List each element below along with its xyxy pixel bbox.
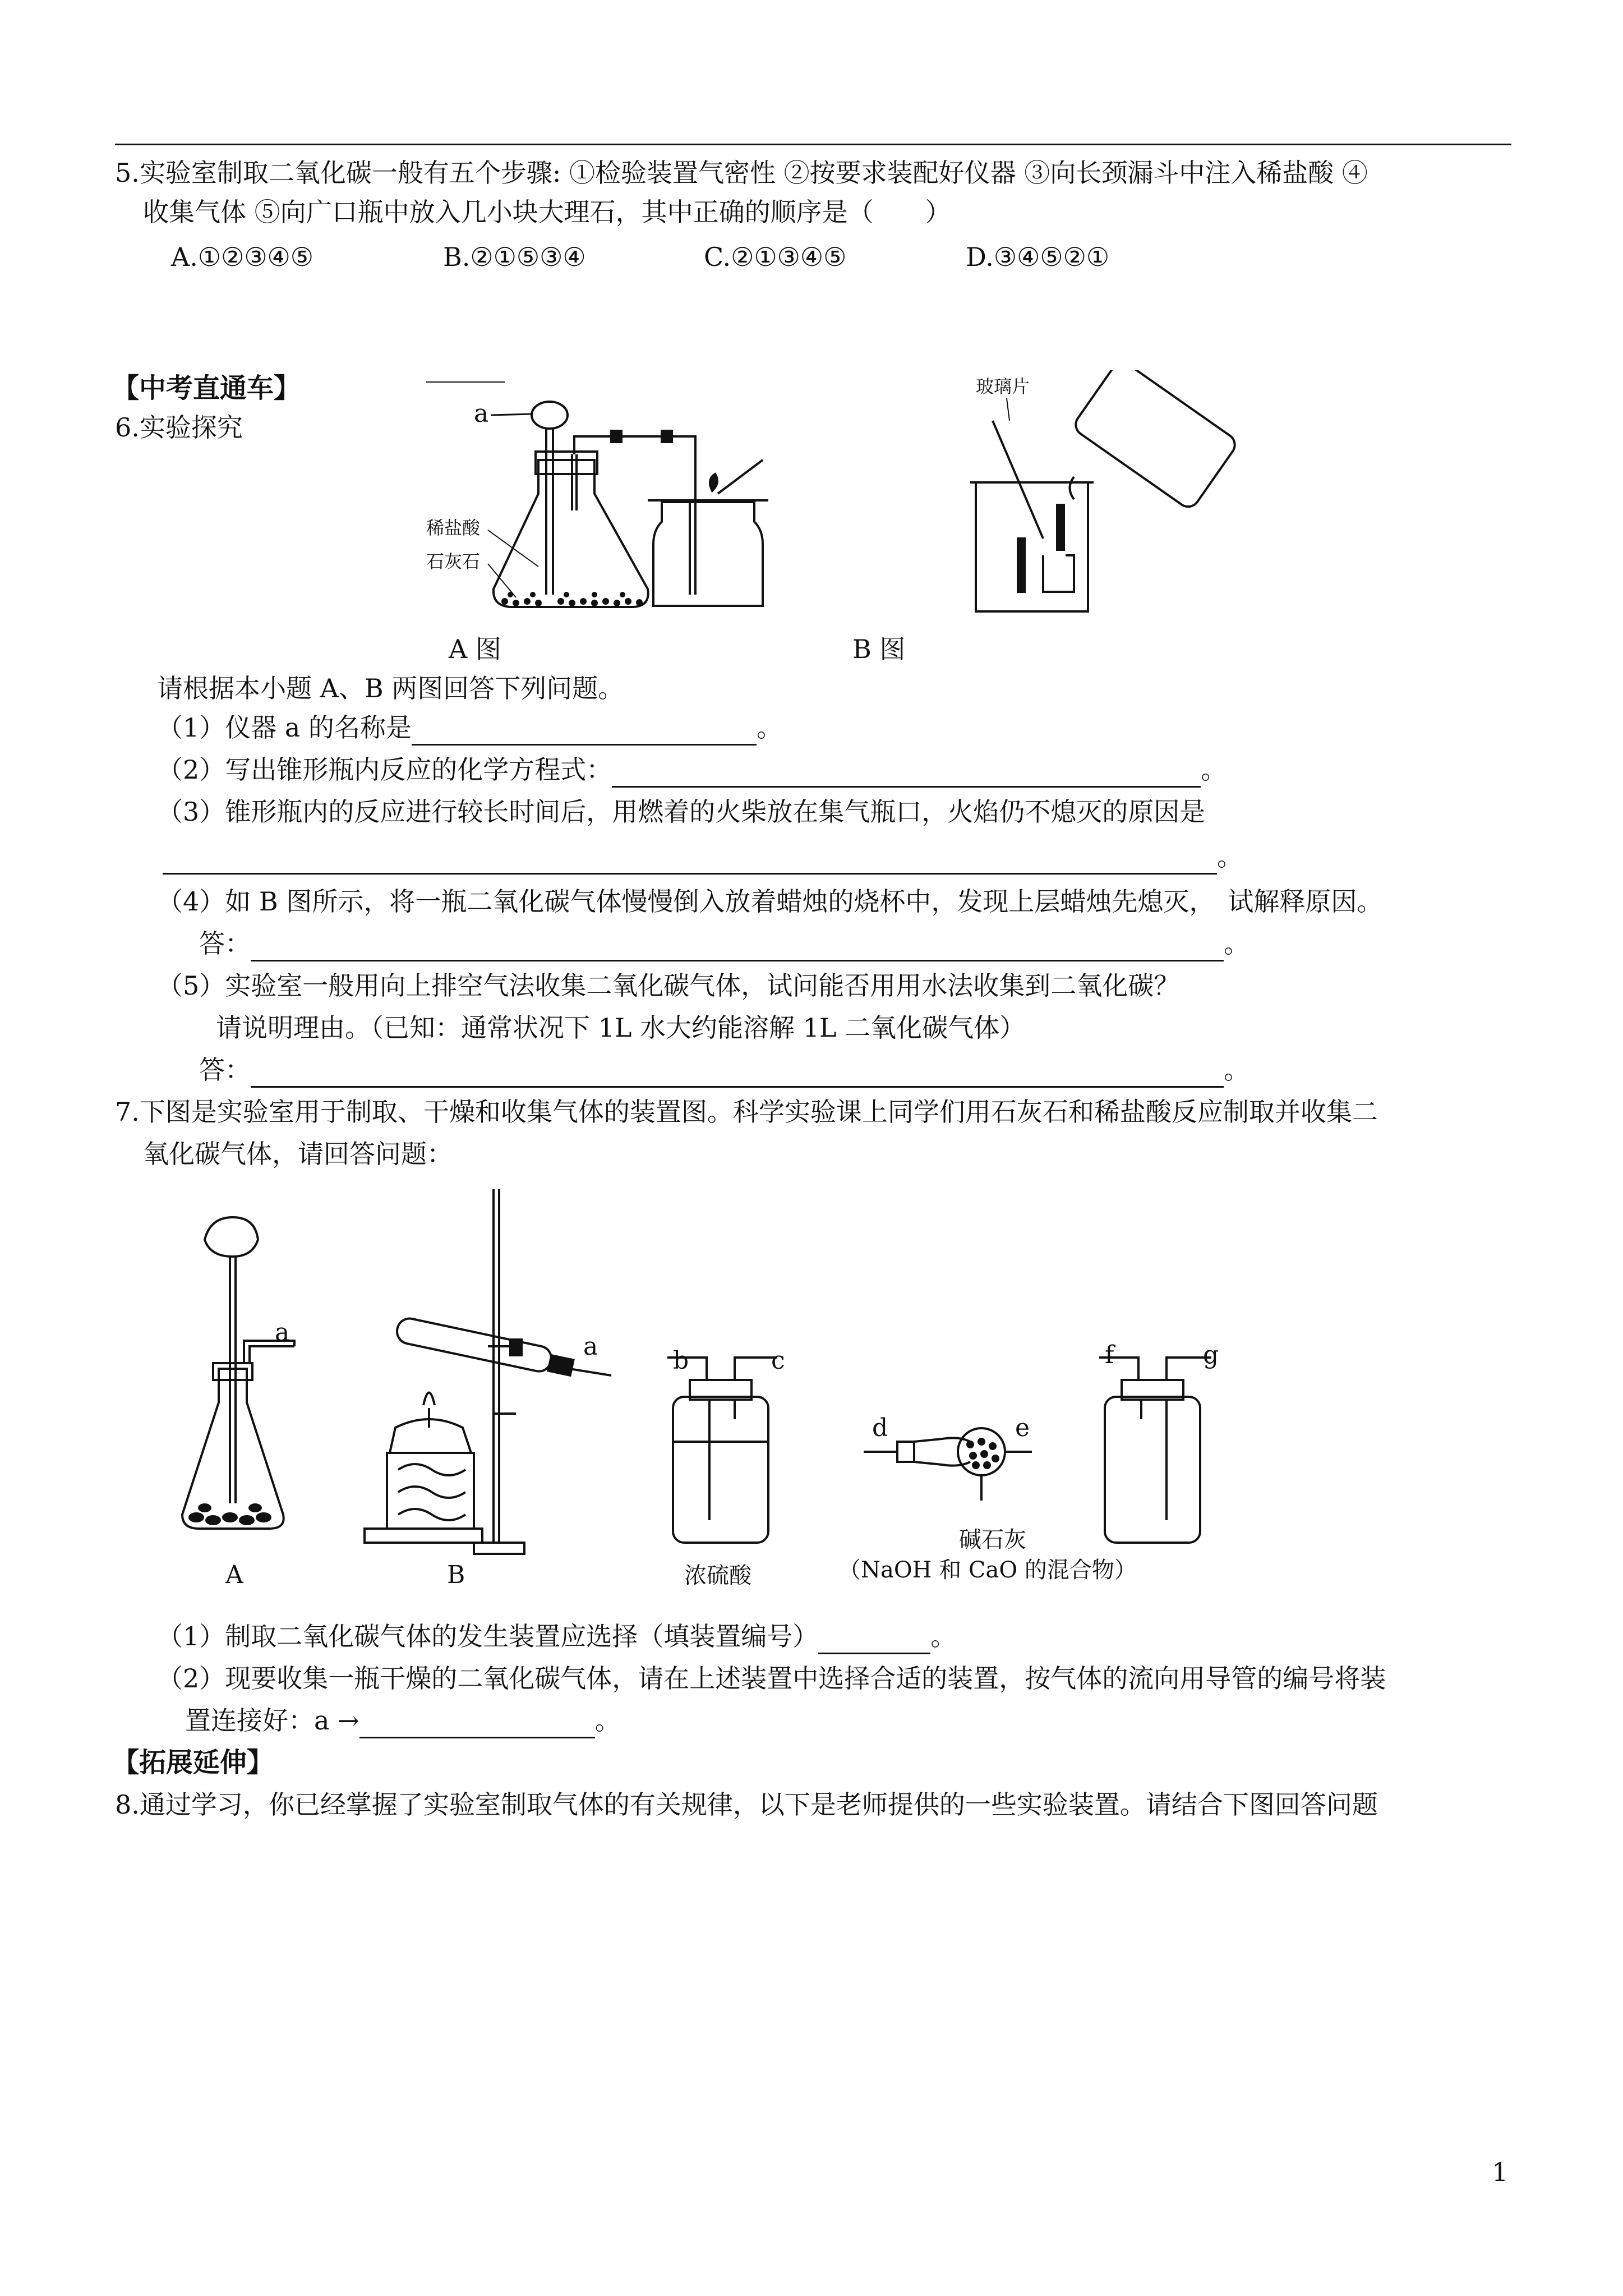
q7-label-A: A xyxy=(225,1561,243,1589)
q7-line1: 7.下图是实验室用于制取、干燥和收集气体的装置图。科学实验课上同学们用石灰石和稀盐酸反应制取并收集二 xyxy=(115,1097,1378,1127)
q6-part3-blank[interactable] xyxy=(163,846,1217,875)
q6-part5: （5）实验室一般用向上排空气法收集二氧化碳气体，试问能否用用水法收集到二氧化碳？ xyxy=(157,970,1180,1001)
q6-figure-b xyxy=(953,370,1267,617)
q6-intro: 请根据本小题 A、B 两图回答下列问题。 xyxy=(157,673,624,703)
q6-part4-answer-label: 答： xyxy=(199,928,251,959)
q7-part1-text: （1）制取二氧化碳气体的发生装置应选择（填装置编号） xyxy=(157,1621,819,1651)
header-rule xyxy=(115,144,1511,145)
q6-part1-period: 。 xyxy=(756,712,782,743)
q7-part1-period: 。 xyxy=(930,1621,957,1651)
q6-part4-period: 。 xyxy=(1224,928,1249,959)
q7-label-c: c xyxy=(771,1346,785,1375)
fig-a-stone-label: 石灰石 xyxy=(426,551,481,572)
q6-part2-text: （2）写出锥形瓶内反应的化学方程式： xyxy=(157,754,612,785)
q6-part2-blank[interactable] xyxy=(612,759,1201,788)
q7-part2: （2）现要收集一瓶干燥的二氧化碳气体，请在上述装置中选择合适的装置，按气体的流向用导管的编号将装 xyxy=(157,1663,1386,1694)
fig-b-glass-label: 玻璃片 xyxy=(976,376,1030,397)
q6-figure-a-caption: A 图 xyxy=(449,634,501,664)
q7-label-e: e xyxy=(1015,1414,1030,1442)
q6-part5-note: 请说明理由。（已知：通常状况下 1L 水大约能溶解 1L 二氧化碳气体） xyxy=(216,1013,1026,1043)
q6-part3-period: 。 xyxy=(1217,841,1243,872)
q7-part1-blank[interactable] xyxy=(818,1626,930,1654)
q5-option-c: C.②①③④⑤ xyxy=(704,242,847,272)
q6-part1-text: （1）仪器 a 的名称是 xyxy=(157,712,412,743)
q7-part2-period: 。 xyxy=(594,1705,621,1736)
q6-part3-answer-line xyxy=(163,839,1243,875)
q7-label-g: g xyxy=(1203,1341,1219,1369)
q5-option-a: A.①②③④⑤ xyxy=(171,242,314,272)
q5-line2: 收集气体 ⑤向广口瓶中放入几小块大理石，其中正确的顺序是（ ） xyxy=(143,197,951,227)
q6-part5-period: 。 xyxy=(1224,1055,1249,1085)
q7-label-lime-note: （NaOH 和 CaO 的混合物） xyxy=(838,1557,1137,1583)
fig-a-label-a: a xyxy=(474,399,489,428)
q5-option-d: D.③④⑤②① xyxy=(966,242,1110,272)
q6-part2 xyxy=(157,752,1227,788)
q6-part1 xyxy=(157,710,782,746)
q6-part5-answer-label: 答： xyxy=(199,1055,251,1085)
q7-label-d: d xyxy=(872,1414,888,1442)
q6-figure-b-caption: B 图 xyxy=(852,634,906,664)
section-heading-1: 【中考直通车】 xyxy=(112,372,301,404)
q8-line: 8.通过学习，你已经掌握了实验室制取气体的有关规律，以下是老师提供的一些实验装置。请结合下图回答问题 xyxy=(115,1789,1378,1820)
q5-option-b: B.②①⑤③④ xyxy=(443,242,586,272)
q7-part2-blank[interactable] xyxy=(359,1710,595,1738)
q6-title: 6.实验探究 xyxy=(115,412,243,443)
q6-part1-blank[interactable] xyxy=(412,717,757,746)
q7-label-b: b xyxy=(673,1346,689,1375)
q7-label-lime: 碱石灰 xyxy=(959,1527,1026,1553)
q7-label-acid: 浓硫酸 xyxy=(684,1563,751,1589)
q7-label-f: f xyxy=(1105,1341,1114,1369)
section-heading-2: 【拓展延伸】 xyxy=(112,1747,274,1778)
q6-part4: （4）如 B 图所示，将一瓶二氧化碳气体慢慢倒入放着蜡烛的烧杯中，发现上层蜡烛先熄灭， 试解释原因。 xyxy=(157,886,1383,917)
q5-line1: 5.实验室制取二氧化碳一般有五个步骤: ①检验装置气密性 ②按要求装配好仪器 ③向长颈漏斗中注入稀盐酸 ④ xyxy=(115,158,1368,188)
q7-part1 xyxy=(157,1618,956,1654)
q7-apparatus-figure xyxy=(174,1178,1295,1593)
q6-figure-a xyxy=(426,381,796,617)
q6-part3: （3）锥形瓶内的反应进行较长时间后，用燃着的火柴放在集气瓶口，火焰仍不熄灭的原因是 xyxy=(157,797,1206,827)
fig-a-acid-label: 稀盐酸 xyxy=(426,517,481,539)
q6-part4-answer-line xyxy=(199,926,1249,961)
q7-label-a2: a xyxy=(583,1332,598,1361)
q7-part2b-text: 置连接好：a → xyxy=(185,1705,359,1736)
q7-label-B: B xyxy=(447,1561,465,1589)
q6-part2-period: 。 xyxy=(1201,754,1227,785)
q7-line2: 氧化碳气体，请回答问题： xyxy=(143,1139,453,1169)
q6-part4-blank[interactable] xyxy=(251,933,1224,961)
q7-label-a1: a xyxy=(275,1318,290,1347)
q6-part5-blank[interactable] xyxy=(251,1059,1224,1088)
q7-part2-answer-line xyxy=(185,1703,621,1738)
q6-part5-answer-line xyxy=(199,1052,1249,1088)
page-number: 1 xyxy=(1492,2157,1509,2187)
